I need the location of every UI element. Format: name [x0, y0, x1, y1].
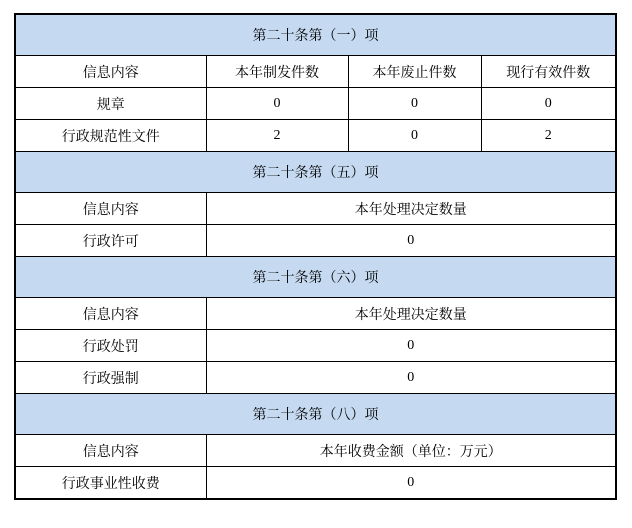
section-6-col-header-decisions: 本年处理决定数量: [206, 298, 616, 330]
row-label-admin-coercion: 行政强制: [15, 362, 206, 394]
row-label-admin-licensing: 行政许可: [15, 225, 206, 257]
section-8-title: 第二十条第（八）项: [15, 394, 616, 435]
table-row: [15, 330, 616, 362]
section-8-column-header-row: [15, 435, 616, 467]
value-cell: 2: [206, 120, 348, 152]
section-6-header-row: [15, 257, 616, 298]
section-5-header-row: [15, 152, 616, 193]
value-cell: 0: [206, 225, 616, 257]
value-cell: 0: [481, 88, 616, 120]
table-row: [15, 120, 616, 152]
section-8-col-header-info: 信息内容: [15, 435, 206, 467]
section-6-col-header-info: 信息内容: [15, 298, 206, 330]
section-1-col-header-repealed: 本年废止件数: [348, 56, 481, 88]
value-cell: 0: [348, 88, 481, 120]
row-label-normative-documents: 行政规范性文件: [15, 120, 206, 152]
table-row: [15, 225, 616, 257]
value-cell: 0: [206, 88, 348, 120]
section-5-col-header-info: 信息内容: [15, 193, 206, 225]
disclosure-report-table: [14, 13, 617, 500]
value-cell: 0: [206, 362, 616, 394]
value-cell: 2: [481, 120, 616, 152]
table-row: [15, 362, 616, 394]
row-label-admin-penalty: 行政处罚: [15, 330, 206, 362]
row-label-rules: 规章: [15, 88, 206, 120]
section-6-column-header-row: [15, 298, 616, 330]
section-6-title: 第二十条第（六）项: [15, 257, 616, 298]
row-label-admin-service-fees: 行政事业性收费: [15, 467, 206, 500]
value-cell: 0: [206, 467, 616, 500]
disclosure-report-table-wrap: [14, 13, 617, 500]
section-1-title: 第二十条第（一）项: [15, 14, 616, 56]
section-8-col-header-fees: 本年收费金额（单位：万元）: [206, 435, 616, 467]
section-1-col-header-effective: 现行有效件数: [481, 56, 616, 88]
section-1-col-header-issued: 本年制发件数: [206, 56, 348, 88]
section-1-header-row: [15, 14, 616, 56]
section-5-col-header-decisions: 本年处理决定数量: [206, 193, 616, 225]
section-8-header-row: [15, 394, 616, 435]
table-row: [15, 467, 616, 500]
section-5-title: 第二十条第（五）项: [15, 152, 616, 193]
value-cell: 0: [348, 120, 481, 152]
section-1-col-header-info: 信息内容: [15, 56, 206, 88]
section-1-column-header-row: [15, 56, 616, 88]
table-row: [15, 88, 616, 120]
value-cell: 0: [206, 330, 616, 362]
section-5-column-header-row: [15, 193, 616, 225]
